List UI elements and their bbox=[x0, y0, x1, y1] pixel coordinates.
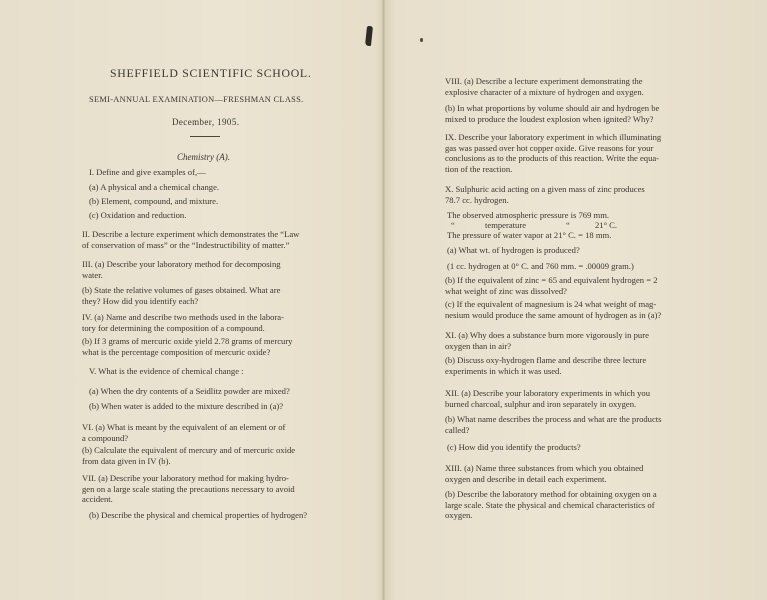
question-12c: (c) How did you identify the products? bbox=[447, 442, 581, 452]
question-4a bbox=[82, 312, 334, 333]
text-line: oxygen and describe in detail each experiment. bbox=[445, 473, 607, 484]
question-7b: (b) Describe the physical and chemical properties of hydrogen? bbox=[89, 510, 308, 520]
text-line: tion of the reaction. bbox=[445, 163, 513, 174]
text-line: burned charcoal, sulphur and iron separately in oxygen. bbox=[445, 398, 637, 409]
question-10-note: (1 cc. hydrogen at 0° C. and 760 mm. = .00009 gram.) bbox=[447, 261, 634, 271]
question-6a bbox=[82, 422, 334, 443]
question-5-intro: V. What is the evidence of chemical change : bbox=[89, 366, 244, 376]
text-line: XIII. (a) Name three substances from which you obtained bbox=[445, 463, 644, 473]
text-line: nesium would produce the same amount of hydrogen as in (a)? bbox=[445, 309, 662, 320]
title-rule bbox=[190, 136, 220, 137]
text-line: II. Describe a lecture experiment which demonstrates the “Law bbox=[82, 229, 300, 239]
text-line: VIII. (a) Describe a lecture experiment demonstrating the bbox=[445, 76, 643, 86]
question-10a: (a) What wt. of hydrogen is produced? bbox=[447, 245, 580, 255]
school-title: SHEFFIELD SCIENTIFIC SCHOOL. bbox=[110, 66, 312, 80]
text-line: (b) State the relative volumes of gases obtained. What are bbox=[82, 285, 281, 295]
text-line: gen on a large scale stating the precautions necessary to avoid bbox=[82, 483, 295, 494]
question-8b bbox=[445, 103, 687, 124]
text-line: X. Sulphuric acid acting on a given mass of zinc produces bbox=[445, 184, 645, 194]
text-line: (b) Discuss oxy-hydrogen flame and describe three lecture bbox=[445, 355, 647, 365]
text-line: 78.7 cc. hydrogen. bbox=[445, 194, 509, 205]
ditto-mark: “ bbox=[566, 220, 570, 230]
text-line: XII. (a) Describe your laboratory experiments in which you bbox=[445, 388, 650, 398]
text-line: of conservation of mass” or the “Indestructibility of matter.” bbox=[82, 239, 290, 250]
text-line: IV. (a) Name and describe two methods used in the labora- bbox=[82, 312, 284, 322]
question-8a bbox=[445, 76, 687, 97]
question-11a bbox=[445, 330, 687, 351]
text-line: (b) What name describes the process and what are the products bbox=[445, 414, 662, 424]
text-line: mixed to produce the loudest explosion when ignited? Why? bbox=[445, 113, 654, 124]
question-5a: (a) When the dry contents of a Seidlitz powder are mixed? bbox=[89, 386, 290, 396]
question-4b bbox=[82, 336, 334, 357]
question-7a bbox=[82, 473, 334, 505]
text-line: (b) If 3 grams of mercuric oxide yield 2.78 grams of mercury bbox=[82, 336, 293, 346]
text-line: conclusions as to the products of this reaction. Write the equa- bbox=[445, 153, 660, 164]
exam-date: December, 1905. bbox=[172, 117, 240, 127]
question-10b bbox=[445, 275, 687, 296]
ink-blot bbox=[365, 26, 373, 46]
text-line: gas was passed over hot copper oxide. Give reasons for your bbox=[445, 142, 654, 153]
text-line: tory for determining the composition of a compound. bbox=[82, 322, 265, 333]
text-line: from data given in IV (b). bbox=[82, 455, 171, 466]
text-line: (b) In what proportions by volume should air and hydrogen be bbox=[445, 103, 660, 113]
question-10-vapor: The pressure of water vapor at 21° C. = 18 mm. bbox=[447, 230, 612, 240]
question-11b bbox=[445, 355, 687, 376]
page-fold bbox=[382, 0, 385, 600]
question-3b bbox=[82, 285, 334, 306]
text-line: called? bbox=[445, 424, 470, 435]
question-12a bbox=[445, 388, 687, 409]
text-line: a compound? bbox=[82, 432, 129, 443]
question-10c bbox=[445, 299, 687, 320]
temperature-label: temperature bbox=[485, 220, 527, 230]
text-line: large scale. State the physical and chemical characteristics of bbox=[445, 499, 655, 510]
ditto-mark: “ bbox=[451, 220, 455, 230]
question-12b bbox=[445, 414, 687, 435]
text-line: (b) Calculate the equivalent of mercury and of mercuric oxide bbox=[82, 445, 296, 455]
subject-heading: Chemistry (A). bbox=[177, 152, 230, 162]
text-line: oxygen than in air? bbox=[445, 340, 512, 351]
text-line: III. (a) Describe your laboratory method for decomposing bbox=[82, 259, 281, 269]
text-line: (b) If the equivalent of zinc = 65 and equivalent hydrogen = 2 bbox=[445, 275, 658, 285]
question-1a: (a) A physical and a chemical change. bbox=[89, 182, 220, 192]
question-13b bbox=[445, 489, 687, 521]
question-1c: (c) Oxidation and reduction. bbox=[89, 210, 187, 220]
text-line: IX. Describe your laboratory experiment in which illuminating bbox=[445, 132, 662, 142]
text-line: experiments in which it was used. bbox=[445, 365, 562, 376]
text-line: accident. bbox=[82, 494, 113, 505]
question-6b bbox=[82, 445, 334, 466]
ink-speck bbox=[420, 38, 423, 42]
text-line: what weight of zinc was dissolved? bbox=[445, 285, 567, 296]
question-2 bbox=[82, 229, 334, 250]
temperature-value: 21° C. bbox=[595, 220, 618, 230]
question-9 bbox=[445, 132, 687, 174]
text-line: XI. (a) Why does a substance burn more vigorously in pure bbox=[445, 330, 649, 340]
exam-subtitle: SEMI-ANNUAL EXAMINATION—FRESHMAN CLASS. bbox=[89, 95, 304, 104]
text-line: explosive character of a mixture of hydrogen and oxygen. bbox=[445, 86, 644, 97]
question-10-pressure: The observed atmospheric pressure is 769 mm. bbox=[447, 210, 610, 220]
text-line: (b) Describe the laboratory method for obtaining oxygen on a bbox=[445, 489, 657, 499]
question-10-intro bbox=[445, 184, 687, 205]
text-line: what is the percentage composition of mercuric oxide? bbox=[82, 346, 271, 357]
text-line: oxygen. bbox=[445, 510, 473, 521]
question-5b: (b) When water is added to the mixture described in (a)? bbox=[89, 401, 284, 411]
text-line: VII. (a) Describe your laboratory method for making hydro- bbox=[82, 473, 289, 483]
question-1b: (b) Element, compound, and mixture. bbox=[89, 196, 219, 206]
text-line: VI. (a) What is meant by the equivalent of an element or of bbox=[82, 422, 286, 432]
question-1-intro: I. Define and give examples of,— bbox=[89, 167, 206, 177]
question-3a bbox=[82, 259, 334, 280]
question-13a bbox=[445, 463, 687, 484]
text-line: water. bbox=[82, 269, 103, 280]
text-line: (c) If the equivalent of magnesium is 24 what weight of mag- bbox=[445, 299, 657, 309]
text-line: they? How did you identify each? bbox=[82, 295, 199, 306]
